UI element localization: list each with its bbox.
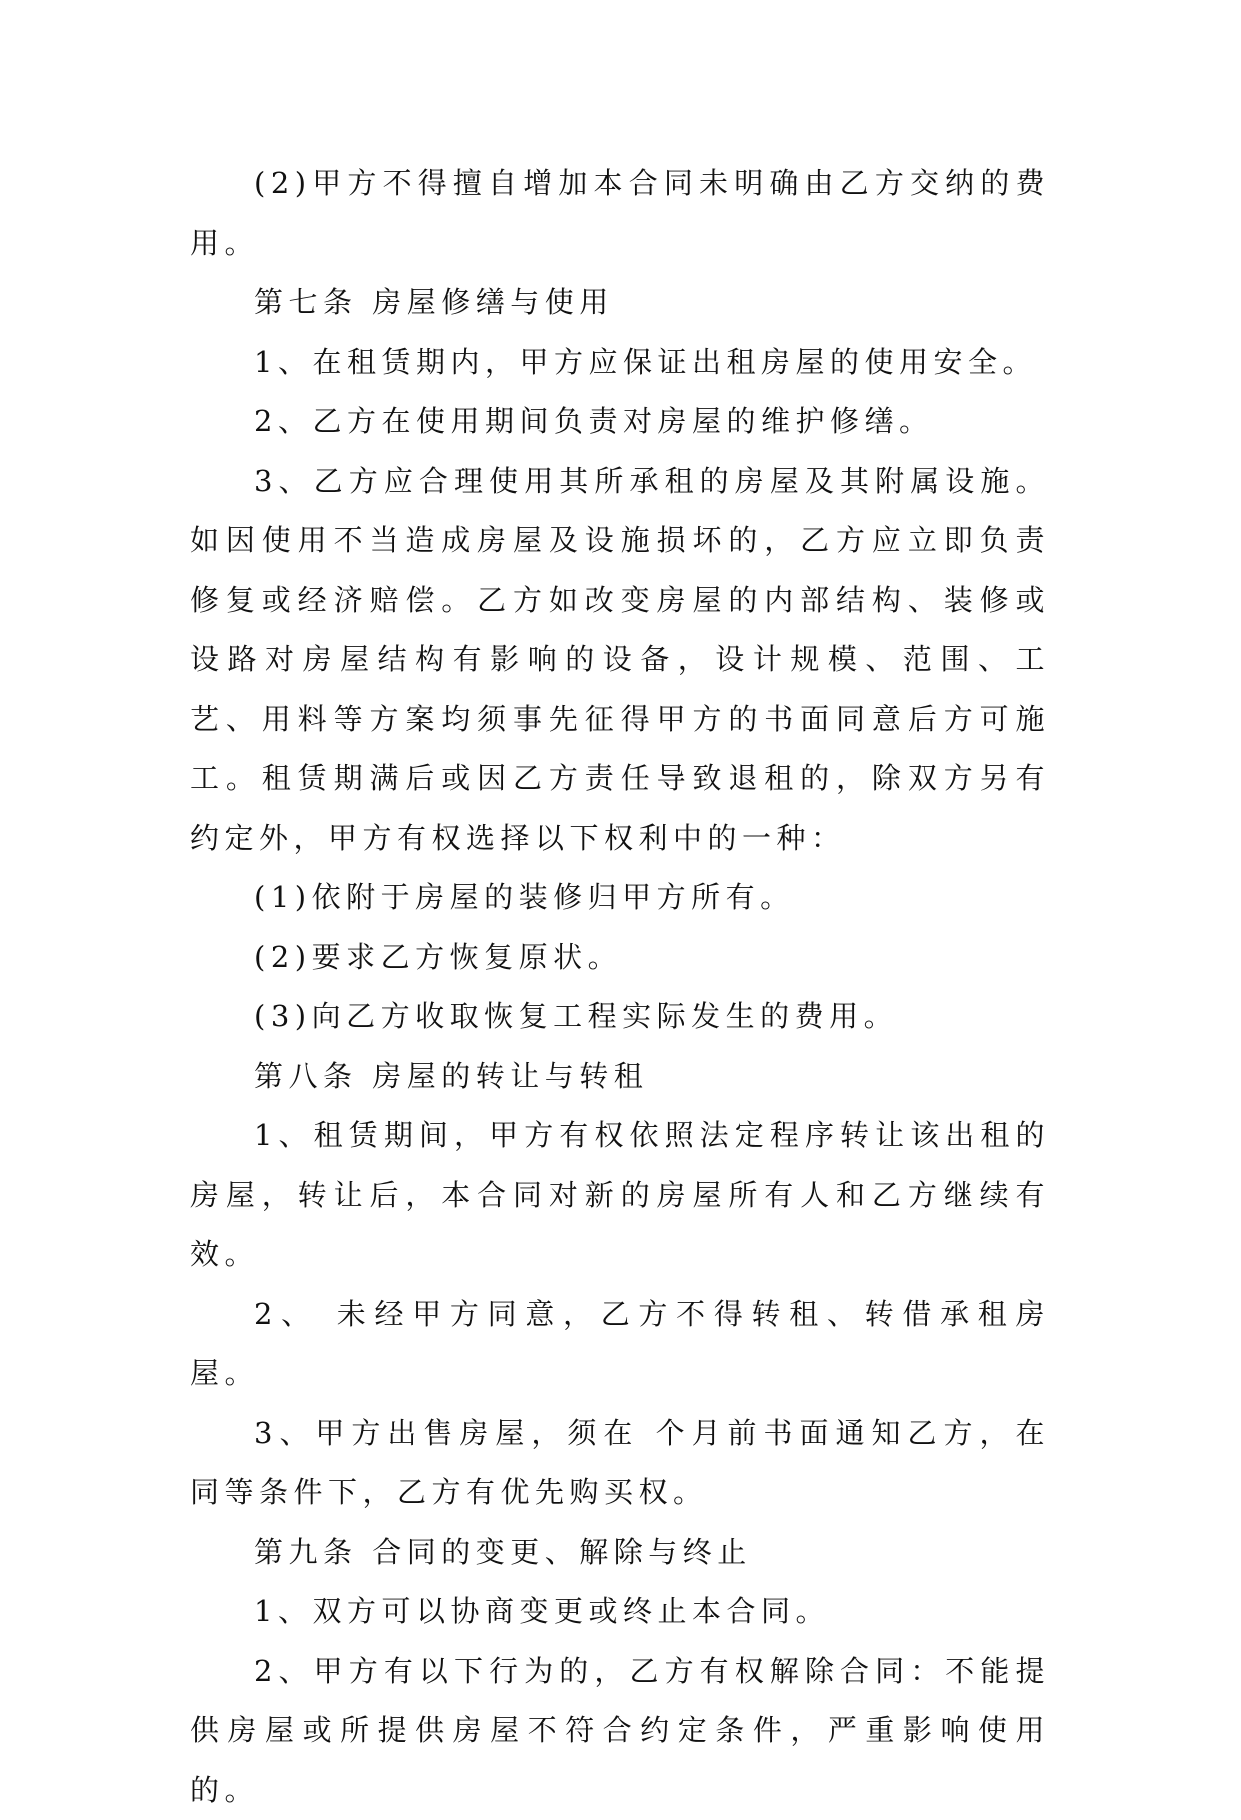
article-9-heading: 第九条 合同的变更、解除与终止 <box>190 1523 1050 1583</box>
article-9-item-2: 2、甲方有以下行为的，乙方有权解除合同：不能提供房屋或所提供房屋不符合约定条件，严重影响使用的。 <box>190 1642 1050 1820</box>
clause-6-item-2: (2)甲方不得擅自增加本合同未明确由乙方交纳的费用。 <box>190 154 1050 273</box>
article-8-item-1: 1、租赁期间，甲方有权依照法定程序转让该出租的房屋，转让后，本合同对新的房屋所有人和乙方继续有效。 <box>190 1106 1050 1285</box>
article-7-option-2: (2)要求乙方恢复原状。 <box>190 928 1050 988</box>
article-9-item-1: 1、双方可以协商变更或终止本合同。 <box>190 1582 1050 1642</box>
article-8-heading: 第八条 房屋的转让与转租 <box>190 1047 1050 1107</box>
article-7-heading: 第七条 房屋修缮与使用 <box>190 273 1050 333</box>
article-7-item-2: 2、乙方在使用期间负责对房屋的维护修缮。 <box>190 392 1050 452</box>
article-8-item-2: 2、 未经甲方同意，乙方不得转租、转借承租房屋。 <box>190 1285 1050 1404</box>
article-8-item-3: 3、甲方出售房屋，须在 个月前书面通知乙方，在同等条件下，乙方有优先购买权。 <box>190 1404 1050 1523</box>
article-7-item-1: 1、在租赁期内，甲方应保证出租房屋的使用安全。 <box>190 333 1050 393</box>
document-body <box>190 154 1050 1820</box>
article-7-option-1: (1)依附于房屋的装修归甲方所有。 <box>190 868 1050 928</box>
article-7-item-3: 3、乙方应合理使用其所承租的房屋及其附属设施。如因使用不当造成房屋及设施损坏的，乙方应立即负责修复或经济赔偿。乙方如改变房屋的内部结构、装修或设路对房屋结构有影响的设备，设计规模、范围、工艺、用料等方案均须事先征得甲方的书面同意后方可施工。租赁期满后或因乙方责任导致退租的，除双方另有约定外，甲方有权选择以下权利中的一种： <box>190 452 1050 869</box>
article-7-option-3: (3)向乙方收取恢复工程实际发生的费用。 <box>190 987 1050 1047</box>
